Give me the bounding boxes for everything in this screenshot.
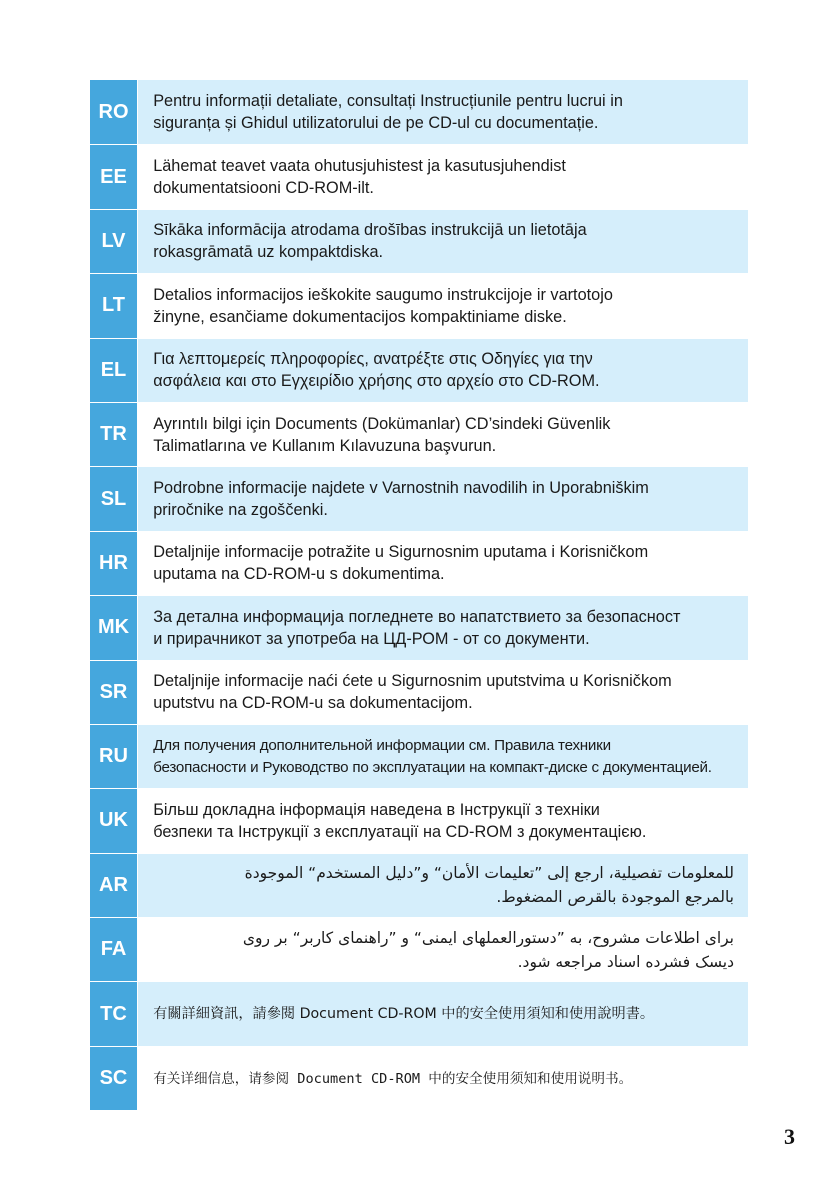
text-line: Για λεπτομερείς πληροφορίες, ανατρέξτε στις Οδηγίες για την	[153, 350, 593, 369]
language-row-ee	[90, 144, 748, 208]
text-line: siguranța și Ghidul utilizatorului de pe CD-ul cu documentație.	[153, 114, 599, 133]
text-line: 有關詳細資訊，請參閱 Document CD-ROM 中的安全使用須知和使用說明書。	[153, 1006, 655, 1023]
language-code: SR	[90, 661, 137, 724]
text-line: للمعلومات تفصيلية، ارجع إلى ”تعليمات الأمان“ و”دليل المستخدم“ الموجودة	[244, 864, 734, 883]
language-code: SL	[90, 467, 137, 530]
language-code: LV	[90, 210, 137, 273]
language-row-sl	[90, 466, 748, 530]
language-row-lt	[90, 273, 748, 337]
language-text	[138, 789, 748, 852]
text-line: Podrobne informacije najdete v Varnostnih navodilih in Uporabniškim	[153, 479, 649, 498]
language-code: FA	[90, 918, 137, 981]
text-line: безпеки та Інструкції з експлуатації на CD-ROM з документацією.	[153, 822, 647, 841]
text-line: Більш докладна інформація наведена в Інструкції з техніки	[153, 800, 600, 819]
language-text	[138, 210, 748, 273]
text-line: žinyne, esančiame dokumentacijos kompaktiniame diske.	[153, 307, 567, 326]
text-line: dokumentatsiooni CD-ROM-ilt.	[153, 179, 374, 198]
language-code: EE	[90, 145, 137, 208]
language-text	[138, 403, 748, 466]
page-number: 3	[784, 1124, 795, 1149]
text-line: ασφάλεια και στο Εγχειρίδιο χρήσης στο αρχείο στο CD-ROM.	[153, 372, 600, 391]
language-code: AR	[90, 854, 137, 917]
language-code: HR	[90, 532, 137, 595]
language-row-tc	[90, 981, 748, 1045]
text-line: Pentru informații detaliate, consultați Instrucțiunile pentru lucrui in	[153, 92, 623, 111]
text-line: За детална информација погледнете во напатствието за безопасност	[153, 607, 681, 626]
text-line: rokasgrāmatā uz kompaktdiska.	[153, 243, 384, 262]
language-row-ro	[90, 80, 748, 144]
text-line: برای اطلاعات مشروح، به ”دستورالعملهای ایمنی“ و ”راهنمای کاربر“ بر روی	[242, 928, 734, 947]
language-text	[138, 661, 748, 724]
text-line: Detaljnije informacije potražite u Sigurnosnim uputama i Korisničkom	[153, 543, 649, 562]
language-text	[138, 339, 748, 402]
language-text	[138, 854, 748, 917]
text-line: Detaljnije informacije naći ćete u Sigurnosnim uputstvima u Korisničkom	[153, 672, 672, 691]
text-line: Detalios informacijos ieškokite saugumo instrukcijoje ir vartotojo	[153, 285, 613, 304]
language-code: UK	[90, 789, 137, 852]
language-text	[138, 145, 748, 208]
language-text	[138, 274, 748, 337]
language-text	[138, 725, 748, 788]
language-text	[138, 918, 748, 981]
text-line: безопасности и Руководство по эксплуатации на компакт-диске с документацией.	[153, 758, 712, 776]
language-text	[138, 596, 748, 659]
language-row-sc	[90, 1046, 748, 1110]
language-row-ar	[90, 853, 748, 917]
language-row-sr	[90, 660, 748, 724]
text-line: 有关详细信息，请参阅 Document CD-ROM 中的安全使用须知和使用说明书。	[153, 1070, 633, 1087]
text-line: priročnike na zgoščenki.	[153, 501, 328, 520]
text-line: Для получения дополнительной информации см. Правила техники	[153, 736, 611, 754]
language-code: EL	[90, 339, 137, 402]
text-line: Lähemat teavet vaata ohutusjuhistest ja kasutusjuhendist	[153, 157, 566, 176]
language-code: LT	[90, 274, 137, 337]
language-text	[138, 982, 748, 1045]
language-row-hr	[90, 531, 748, 595]
language-text	[138, 80, 748, 144]
language-code: SC	[90, 1047, 137, 1110]
language-code: RO	[90, 80, 137, 144]
text-line: Ayrıntılı bilgi için Documents (Dokümanlar) CD’sindeki Güvenlik	[153, 414, 611, 433]
language-text	[138, 467, 748, 530]
language-code: TC	[90, 982, 137, 1045]
language-row-mk	[90, 595, 748, 659]
text-line: и прирачникот за употреба на ЦД-РОМ - от со документи.	[153, 629, 590, 648]
language-code: TR	[90, 403, 137, 466]
language-table	[90, 80, 748, 1110]
text-line: دیسک فشرده اسناد مراجعه شود.	[517, 952, 734, 971]
language-code: MK	[90, 596, 137, 659]
language-row-uk	[90, 788, 748, 852]
language-row-el	[90, 338, 748, 402]
language-row-tr	[90, 402, 748, 466]
language-row-ru	[90, 724, 748, 788]
language-text	[138, 532, 748, 595]
text-line: Talimatlarına ve Kullanım Kılavuzuna başvurun.	[153, 436, 497, 455]
text-line: Sīkāka informācija atrodama drošības instrukcijā un lietotāja	[153, 221, 587, 240]
language-text	[138, 1047, 748, 1110]
text-line: بالمرجع الموجودة بالقرص المضغوط.	[496, 888, 734, 907]
text-line: uputama na CD-ROM-u s dokumentima.	[153, 565, 445, 584]
language-code: RU	[90, 725, 137, 788]
text-line: uputstvu na CD-ROM-u sa dokumentacijom.	[153, 694, 473, 713]
language-row-fa	[90, 917, 748, 981]
language-row-lv	[90, 209, 748, 273]
